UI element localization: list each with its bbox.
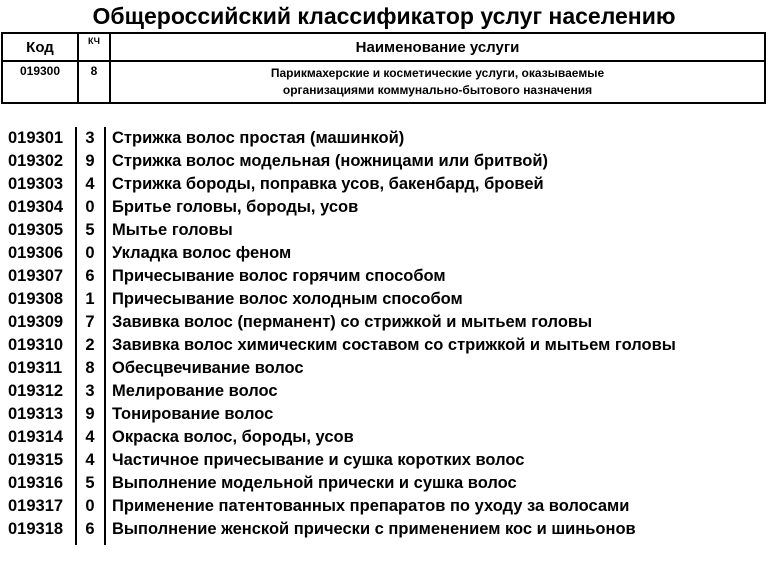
- item-code: 019318: [8, 520, 64, 538]
- item-kch: 4: [85, 175, 95, 193]
- list-item: [0, 173, 768, 196]
- classifier-header-table: [1, 32, 766, 104]
- item-code: 019314: [8, 428, 64, 446]
- list-item: [0, 518, 768, 541]
- item-kch: 9: [85, 152, 95, 170]
- list-item: [0, 426, 768, 449]
- item-code: 019316: [8, 474, 64, 492]
- item-kch: 8: [85, 359, 95, 377]
- list-item: [0, 196, 768, 219]
- item-name: Причесывание волос горячим способом: [112, 267, 446, 285]
- item-name: Завивка волос химическим составом со стрижкой и мытьем головы: [112, 336, 676, 354]
- list-item: [0, 265, 768, 288]
- list-item: [0, 380, 768, 403]
- list-item: [0, 288, 768, 311]
- item-name: Укладка волос феном: [112, 244, 292, 262]
- item-code: 019310: [8, 336, 64, 354]
- item-kch: 4: [85, 451, 95, 469]
- item-name: Окраска волос, бороды, усов: [112, 428, 354, 446]
- list-item: [0, 472, 768, 495]
- item-code: 019307: [8, 267, 64, 285]
- item-name: Частичное причесывание и сушка коротких волос: [112, 451, 525, 469]
- group-code: 019300: [2, 61, 78, 103]
- list-item: [0, 242, 768, 265]
- item-name: Завивка волос (перманент) со стрижкой и мытьем головы: [112, 313, 593, 331]
- list-item: [0, 449, 768, 472]
- item-code: 019306: [8, 244, 64, 262]
- item-code: 019302: [8, 152, 64, 170]
- item-name: Применение патентованных препаратов по уходу за волосами: [112, 497, 630, 515]
- item-name: Выполнение женской прически с применением кос и шиньонов: [112, 520, 636, 538]
- item-kch: 5: [85, 221, 95, 239]
- header-code: Код: [2, 33, 78, 61]
- item-kch: 5: [85, 474, 95, 492]
- list-item: [0, 403, 768, 426]
- list-item: [0, 127, 768, 150]
- item-kch: 0: [85, 244, 95, 262]
- item-code: 019315: [8, 451, 64, 469]
- item-kch: 2: [85, 336, 95, 354]
- header-kch: КЧ: [78, 33, 110, 61]
- item-kch: 6: [85, 267, 95, 285]
- list-item: [0, 495, 768, 518]
- item-name: Бритье головы, бороды, усов: [112, 198, 359, 216]
- item-name: Мелирование волос: [112, 382, 278, 400]
- item-name: Обесцвечивание волос: [112, 359, 304, 377]
- list-item: [0, 311, 768, 334]
- item-name: Стрижка бороды, поправка усов, бакенбард, бровей: [112, 175, 544, 193]
- item-name: Тонирование волос: [112, 405, 274, 423]
- list-item: [0, 334, 768, 357]
- item-name: Выполнение модельной прически и сушка волос: [112, 474, 517, 492]
- list-item: [0, 357, 768, 380]
- item-kch: 1: [85, 290, 95, 308]
- item-kch: 3: [85, 382, 95, 400]
- item-kch: 0: [85, 497, 95, 515]
- item-kch: 0: [85, 198, 95, 216]
- item-kch: 7: [85, 313, 95, 331]
- service-list: [0, 127, 768, 541]
- list-item: [0, 219, 768, 242]
- group-kch: 8: [78, 61, 110, 103]
- item-kch: 9: [85, 405, 95, 423]
- item-code: 019308: [8, 290, 64, 308]
- list-item: [0, 150, 768, 173]
- item-code: 019311: [8, 359, 63, 377]
- item-kch: 4: [85, 428, 95, 446]
- item-kch: 6: [85, 520, 95, 538]
- item-kch: 3: [85, 129, 95, 147]
- item-code: 019304: [8, 198, 64, 216]
- item-code: 019309: [8, 313, 64, 331]
- item-name: Мытье головы: [112, 221, 233, 239]
- item-code: 019317: [8, 497, 64, 515]
- item-name: Стрижка волос модельная (ножницами или бритвой): [112, 152, 548, 170]
- item-code: 019313: [8, 405, 64, 423]
- header-name: Наименование услуги: [110, 33, 765, 61]
- page-title: Общероссийский классификатор услуг населению: [92, 3, 676, 29]
- item-name: Причесывание волос холодным способом: [112, 290, 463, 308]
- item-code: 019301: [8, 129, 64, 147]
- item-code: 019312: [8, 382, 64, 400]
- item-code: 019305: [8, 221, 64, 239]
- group-name: Парикмахерские и косметические услуги, оказываемые организациями коммунально-бытового назначения: [110, 61, 765, 103]
- group-row: [2, 61, 765, 103]
- header-row: [2, 33, 765, 61]
- item-name: Стрижка волос простая (машинкой): [112, 129, 405, 147]
- item-code: 019303: [8, 175, 64, 193]
